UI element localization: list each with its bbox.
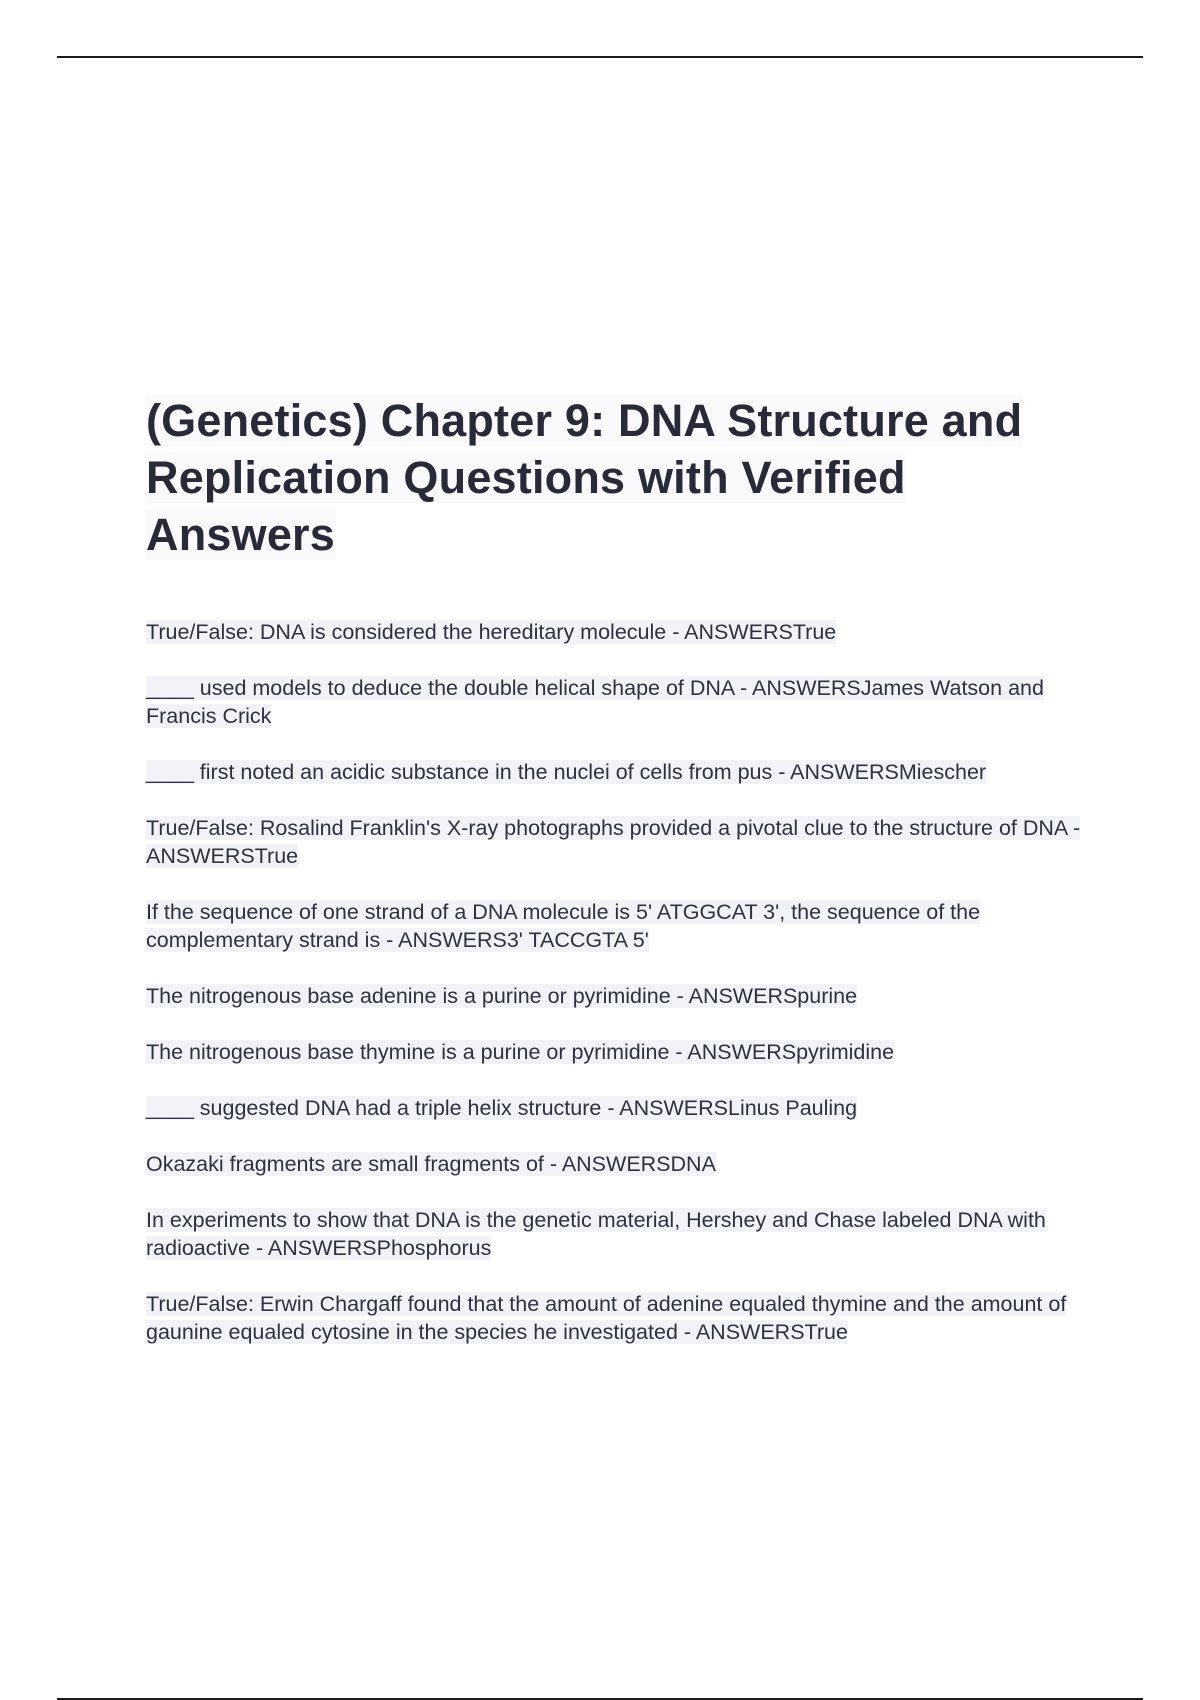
qa-item <box>146 1038 1086 1066</box>
qa-text: Okazaki fragments are small fragments of - ANSWERSDNA <box>146 1152 716 1176</box>
qa-item <box>146 674 1086 730</box>
qa-text: In experiments to show that DNA is the genetic material, Hershey and Chase labeled DNA with radioactive - ANSWERSPhosphorus <box>146 1208 1046 1260</box>
top-rule <box>57 56 1143 58</box>
qa-item <box>146 1206 1086 1262</box>
page-title: (Genetics) Chapter 9: DNA Structure and Replication Questions with Verified Answers <box>146 395 1023 560</box>
qa-item <box>146 898 1086 954</box>
document-body <box>146 392 1086 1374</box>
qa-text: True/False: DNA is considered the hereditary molecule - ANSWERSTrue <box>146 620 837 644</box>
qa-item <box>146 758 1086 786</box>
qa-text: The nitrogenous base adenine is a purine or pyrimidine - ANSWERSpurine <box>146 984 858 1008</box>
qa-item <box>146 618 1086 646</box>
qa-text: True/False: Erwin Chargaff found that the amount of adenine equaled thymine and the amount of gaunine equaled cytosine in the species he investigated - ANSWERSTrue <box>146 1292 1067 1344</box>
qa-text: True/False: Rosalind Franklin's X-ray photographs provided a pivotal clue to the structure of DNA - ANSWERSTrue <box>146 816 1081 868</box>
qa-text: ____ suggested DNA had a triple helix structure - ANSWERSLinus Pauling <box>146 1096 858 1120</box>
qa-item <box>146 1094 1086 1122</box>
qa-text: The nitrogenous base thymine is a purine or pyrimidine - ANSWERSpyrimidine <box>146 1040 895 1064</box>
qa-item <box>146 1150 1086 1178</box>
qa-item <box>146 814 1086 870</box>
qa-list <box>146 618 1086 1346</box>
qa-text: ____ first noted an acidic substance in the nuclei of cells from pus - ANSWERSMiescher <box>146 760 987 784</box>
qa-item <box>146 1290 1086 1346</box>
qa-text: If the sequence of one strand of a DNA molecule is 5' ATGGCAT 3', the sequence of the complementary strand is - ANSWERS3' TACCGTA 5' <box>146 900 981 952</box>
qa-item <box>146 982 1086 1010</box>
title-block <box>146 392 1086 563</box>
qa-text: ____ used models to deduce the double helical shape of DNA - ANSWERSJames Watson and Francis Crick <box>146 676 1044 728</box>
